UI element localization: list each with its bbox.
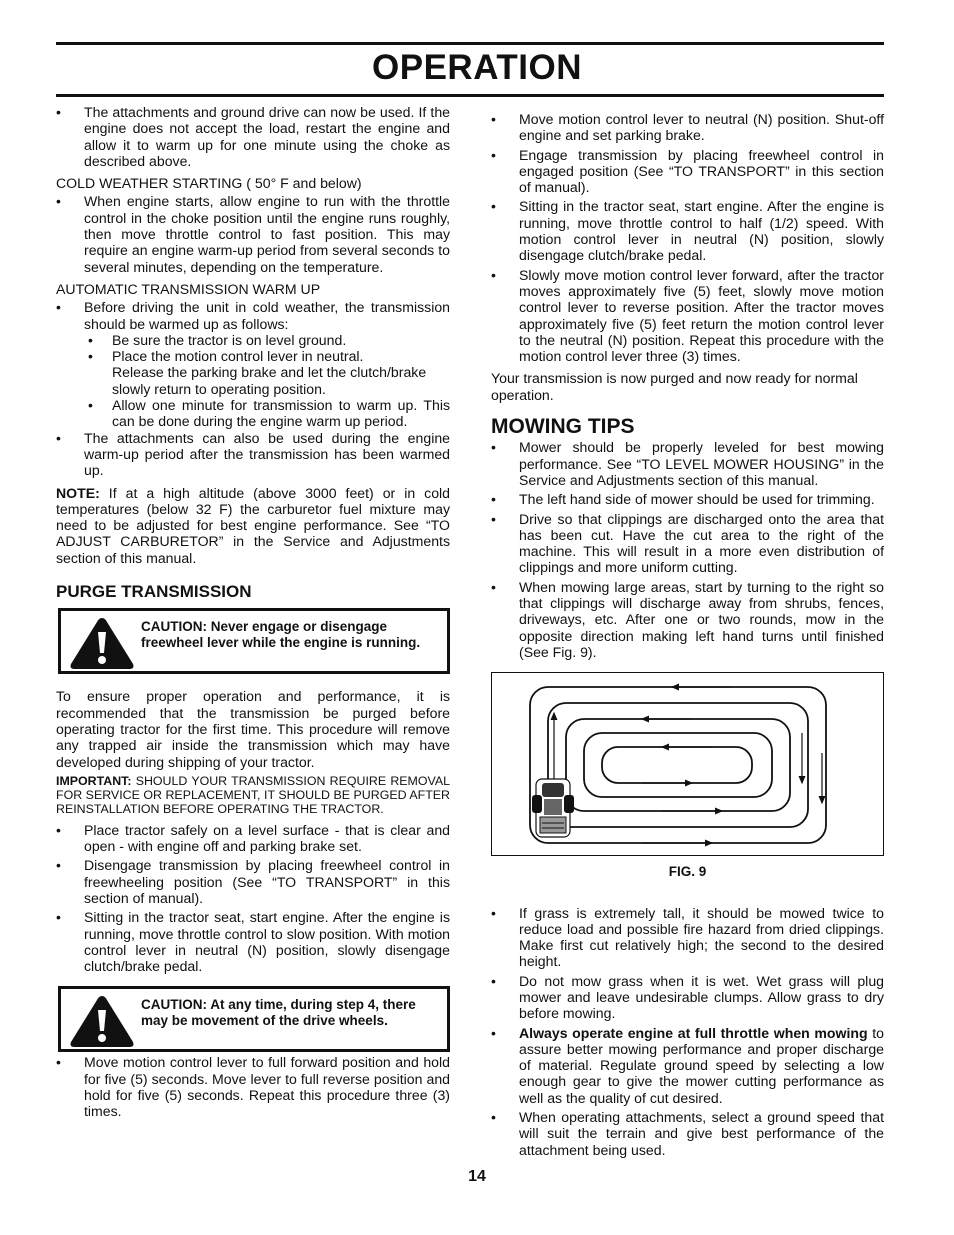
list-item: • The attachments and ground drive can now be used. If the engine does not accept the load, restart the engine and allow it to warm up for one minute using the choke as described above. [56, 104, 450, 169]
emphasis-text: Always operate engine at full throttle when mowing [519, 1024, 868, 1041]
note-label: NOTE: [56, 484, 100, 501]
important-text: SHOULD YOUR TRANSMISSION REQUIRE REMOVAL FOR SERVICE OR REPLACEMENT, IT SHOULD BE PURGED AFTER REINSTALLATION BEFORE OPERATING THE TRACTOR. [56, 773, 450, 816]
caution-text: CAUTION: At any time, during step 4, there may be movement of the drive wheels. [141, 997, 416, 1029]
list-item: • Do not mow grass when it is wet. Wet grass will plug mower and leave undesirable clumps. Allow grass to dry before mowing. [491, 973, 884, 1022]
list-item: • Sitting in the tractor seat, start engine. After the engine is running, move throttle control to half (1/2) speed. With motion control lever in neutral (N) position, slowly disengage clutch/brake pedal. [491, 198, 884, 263]
list-item: • Before driving the unit in cold weather, the transmission should be warmed up as follows: [56, 299, 450, 332]
title-underline [56, 94, 884, 97]
list-item: • If grass is extremely tall, it should be mowed twice to reduce load and possible fire hazard from dried clippings. Make first cut relatively high; the second to the desired height. [491, 905, 884, 970]
sub-list-item: • Allow one minute for transmission to warm up. This can be done during the engine warm up period. [56, 397, 450, 430]
list-item [491, 1025, 884, 1106]
warning-icon [67, 614, 137, 672]
purge-transmission-heading: PURGE TRANSMISSION [56, 582, 252, 602]
tractor-icon [532, 779, 574, 837]
purge-paragraph: To ensure proper operation and performance, it is recommended that the transmission be purged before operating tractor for the first time. This procedure will remove any trapped air inside the transmission which may have developed during shipping of your tractor. [56, 688, 450, 770]
list-item: • Mower should be properly leveled for best mowing performance. See “TO LEVEL MOWER HOUSING” in the Service and Adjustments section of this manual. [491, 439, 884, 488]
warning-icon [67, 992, 137, 1050]
purged-paragraph: Your transmission is now purged and now ready for normal operation. [491, 370, 858, 403]
list-item: • When operating attachments, select a ground speed that will suit the terrain and give best performance of the attachment being used. [491, 1109, 884, 1158]
caution-box [58, 986, 450, 1052]
list-item: • The attachments can also be used during the engine warm-up period after the transmission has been warmed up. [56, 430, 450, 479]
important-paragraph [56, 774, 450, 816]
mowing-pattern-figure [491, 672, 884, 856]
list-item: • Place tractor safely on a level surface - that is clear and open - with engine off and parking brake set. [56, 822, 450, 855]
caution-box [58, 608, 450, 674]
list-item: • When mowing large areas, start by turning to the right so that clippings will discharge away from shrubs, fences, driveways, etc. After one or two rounds, mow in the opposite direction making left hand turns until finished (See Fig. 9). [491, 579, 884, 660]
note-paragraph [56, 485, 450, 566]
list-item: • Slowly move motion control lever forward, after the tractor moves approximately five (5) feet, slowly move motion control lever to reverse position. After the tractor moves approximately five (5) feet return the motion control lever to the neutral (N) position. Repeat this procedure with the motion control lever three (3) times. [491, 267, 884, 365]
section-subheading: COLD WEATHER STARTING ( 50° F and below) [56, 175, 362, 192]
important-label: IMPORTANT: [56, 773, 132, 788]
list-item: • Move motion control lever to full forward position and hold for five (5) seconds. Move lever to full reverse position and hold for five (5) seconds. Repeat this procedure three (3) times. [56, 1054, 450, 1119]
left-column [56, 104, 450, 1123]
mowing-pattern-diagram [492, 673, 883, 855]
body-text: to assure better mowing performance and proper discharge of material. Regulate ground speed by selecting a low enough gear to give the mower cutting performance as well as the quality of cut desired. [519, 1024, 884, 1106]
list-item: • Engage transmission by placing freewheel control in engaged position (See “TO TRANSPORT” in this section of manual). [491, 147, 884, 196]
note-text: If at a high altitude (above 3000 feet) or in cold temperatures (below 32 F) the carburetor fuel mixture may need to be adjusted for best engine performance. See “TO ADJUST CARBURETOR” in the Service and Adjustments section of this manual. [56, 484, 450, 566]
list-item: • The left hand side of mower should be used for trimming. [491, 491, 884, 507]
section-subheading: AUTOMATIC TRANSMISSION WARM UP [56, 280, 321, 297]
list-item: • When engine starts, allow engine to run with the throttle control in the choke position until the engine runs roughly, then move throttle control to fast position. This may require an engine warm-up period from several seconds to several minutes, depending on the temperature. [56, 193, 450, 274]
list-item: • Sitting in the tractor seat, start engine. After the engine is running, move throttle control to slow position. With motion control lever in neutral (N) position, slowly disengage clutch/brake pedal. [56, 909, 450, 974]
sub-list-item: • Be sure the tractor is on level ground. [56, 332, 450, 348]
mowing-tips-heading: MOWING TIPS [491, 415, 635, 439]
list-item: • Disengage transmission by placing freewheel control in freewheeling position (See “TO TRANSPORT” in this section of manual). [56, 857, 450, 906]
caution-text: CAUTION: Never engage or disengage freewheel lever while the engine is running. [141, 619, 421, 651]
sub-list-item: • Place the motion control lever in neutral. [56, 348, 450, 364]
figure-caption: FIG. 9 [668, 864, 707, 880]
page-title: OPERATION [372, 48, 582, 87]
top-rule [56, 42, 884, 45]
right-column [491, 111, 884, 1161]
list-item: • Move motion control lever to neutral (N) position. Shut-off engine and set parking brake. [491, 111, 884, 144]
page-number: 14 [468, 1168, 486, 1185]
list-item: • Drive so that clippings are discharged onto the area that has been cut. Have the cut area to the right of the machine. This will result in a more even distribution of clippings and more uniform cutting. [491, 511, 884, 576]
sub-list-continuation: Release the parking brake and let the clutch/brake slowly return to operating position. [112, 364, 427, 397]
